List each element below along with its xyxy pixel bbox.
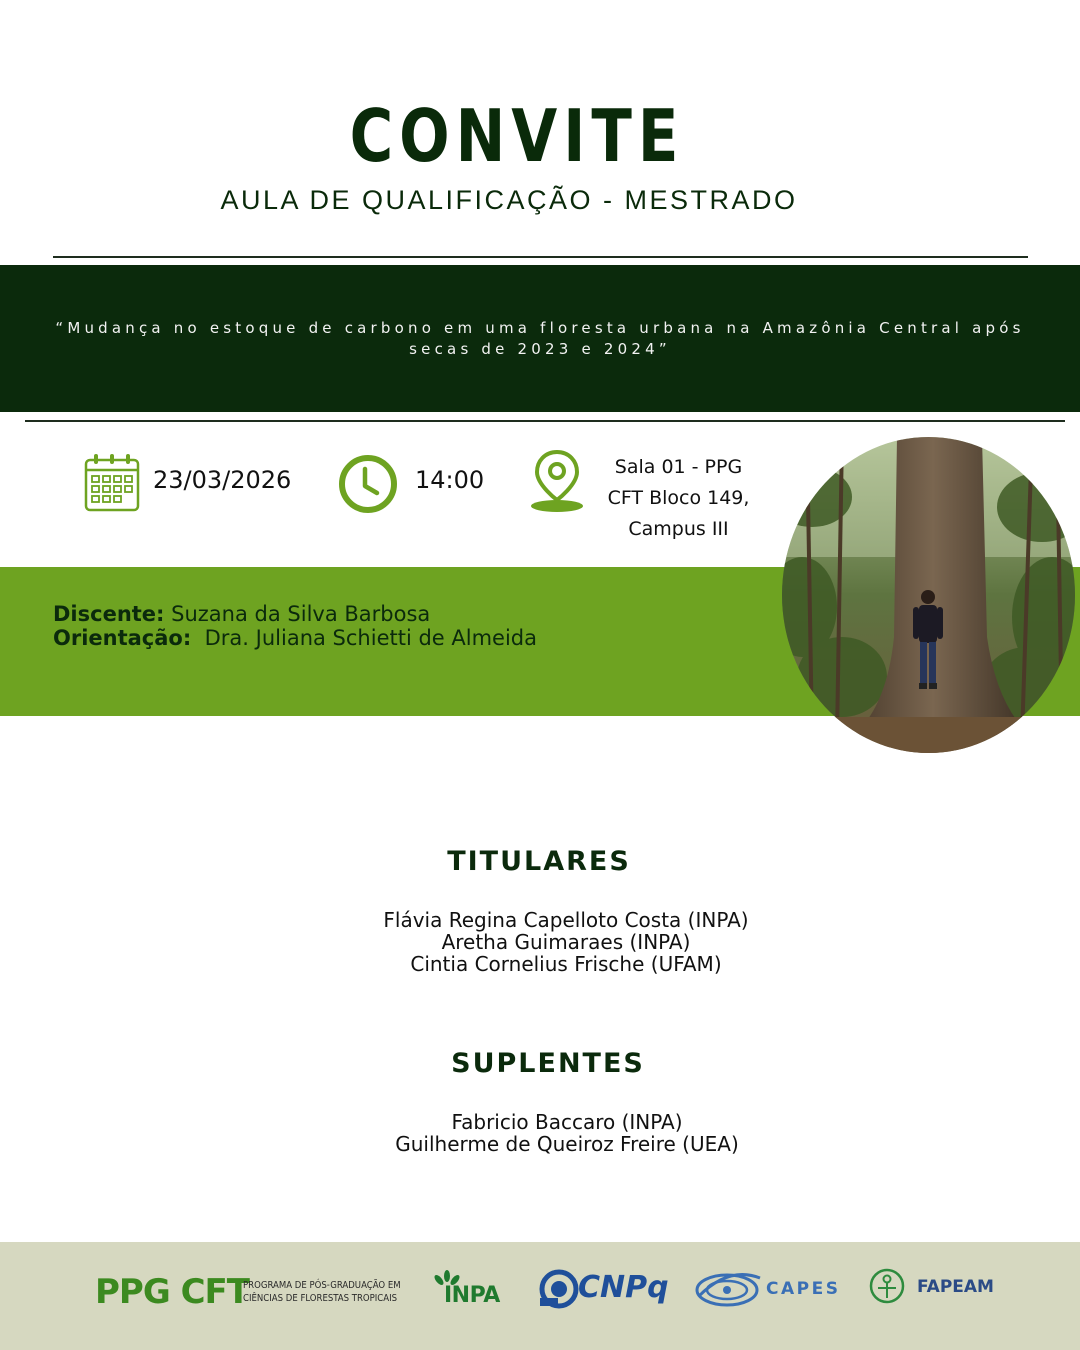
ppg-cft-caption [243,1279,401,1305]
fapeam-logo: FAPEAM [917,1277,994,1297]
list-item: Guilherme de Queiroz Freire (UEA) [395,1132,739,1156]
ppg-caption-line: PROGRAMA DE PÓS-GRADUAÇÃO EM [243,1280,401,1291]
ppg-cft-logo: PPG CFT [95,1272,249,1312]
advisor-label: Orientação: [53,626,192,650]
forest-photo-illustration [782,437,1075,753]
location-line: Campus III [628,518,729,540]
suplentes-heading: SUPLENTES [451,1048,645,1079]
student-photo [782,437,1075,753]
page-subtitle: AULA DE QUALIFICAÇÃO - MESTRADO [220,185,798,215]
student-label: Discente: [53,602,165,626]
thesis-title-banner [0,265,1080,412]
location-line: Sala 01 - PPG [614,456,743,478]
thesis-title: “Mudança no estoque de carbono em uma floresta urbana na Amazônia Central após secas de 2023 e 2024” [55,318,1025,358]
ppg-caption-line: CIÊNCIAS DE FLORESTAS TROPICAIS [243,1293,398,1304]
divider-middle [25,420,1065,422]
titulares-heading: TITULARES [447,846,631,877]
page-title: CONVITE [349,94,685,179]
suplentes-list [0,1111,1080,1155]
fapeam-emblem-icon [863,1268,913,1308]
cnpq-emblem-icon [538,1268,580,1310]
event-date: 23/03/2026 [153,466,292,494]
list-item: Aretha Guimaraes (INPA) [441,930,691,954]
capes-emblem-icon [694,1266,764,1310]
advisor-name: Dra. Juliana Schietti de Almeida [204,626,537,650]
list-item: Flávia Regina Capelloto Costa (INPA) [383,908,749,932]
calendar-icon [84,452,140,512]
capes-logo: CAPES [766,1279,841,1299]
cnpq-logo: CNPq [578,1270,669,1305]
student-name: Suzana da Silva Barbosa [171,602,431,626]
divider-top [53,256,1028,258]
list-item: Fabricio Baccaro (INPA) [451,1110,683,1134]
titulares-list [0,909,1080,975]
inpa-logo: INPA [444,1283,500,1308]
event-location [596,452,761,545]
student-info [53,602,537,650]
location-line: CFT Bloco 149, [607,487,750,509]
map-pin-icon [528,448,586,514]
event-time: 14:00 [415,466,485,494]
clock-icon [337,453,399,515]
list-item: Cintia Cornelius Frische (UFAM) [410,952,722,976]
